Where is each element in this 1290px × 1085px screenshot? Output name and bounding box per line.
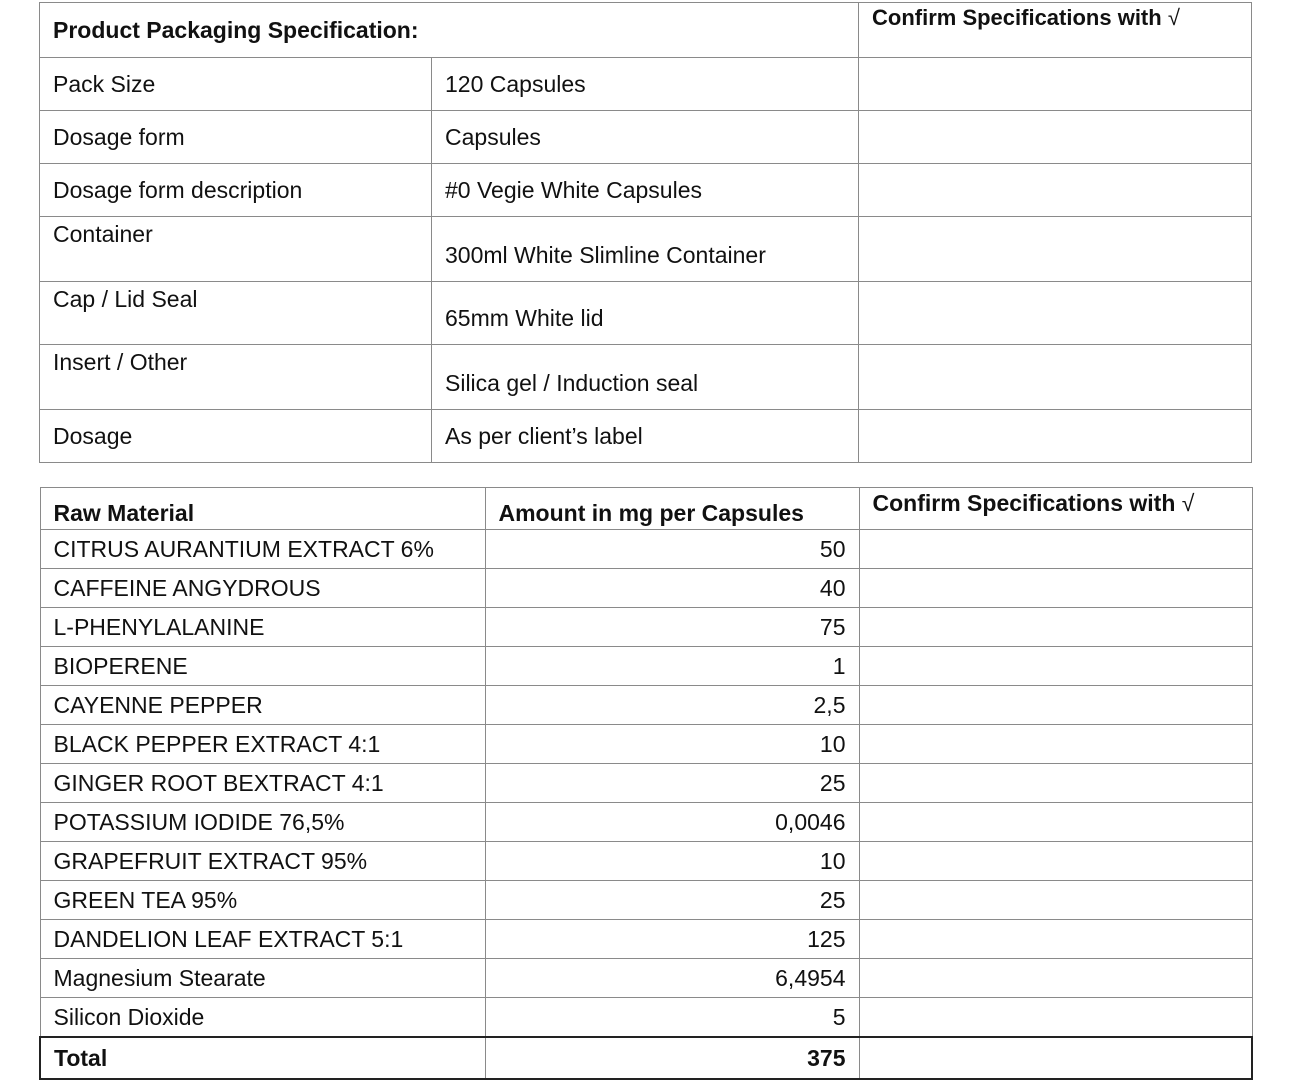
confirm-cell[interactable] xyxy=(859,217,1252,282)
material-name: DANDELION LEAF EXTRACT 5:1 xyxy=(40,920,485,959)
spec-label: Cap / Lid Seal xyxy=(40,282,432,345)
raw-material-header-row xyxy=(40,488,1252,530)
material-amount: 5 xyxy=(485,998,859,1038)
spec-value: As per client’s label xyxy=(432,410,859,463)
table-row xyxy=(40,920,1252,959)
confirm-cell[interactable] xyxy=(859,530,1252,569)
packaging-title: Product Packaging Specification: xyxy=(40,3,859,58)
material-amount: 25 xyxy=(485,881,859,920)
material-amount: 1 xyxy=(485,647,859,686)
spec-label: Pack Size xyxy=(40,58,432,111)
material-amount: 50 xyxy=(485,530,859,569)
packaging-header-row xyxy=(40,3,1252,58)
table-row xyxy=(40,608,1252,647)
table-row xyxy=(40,111,1252,164)
total-row xyxy=(40,1037,1252,1079)
material-amount: 2,5 xyxy=(485,686,859,725)
confirm-cell[interactable] xyxy=(859,803,1252,842)
table-row xyxy=(40,686,1252,725)
spec-label: Insert / Other xyxy=(40,345,432,410)
material-amount: 6,4954 xyxy=(485,959,859,998)
confirm-cell[interactable] xyxy=(859,164,1252,217)
raw-material-header: Raw Material xyxy=(40,488,485,530)
confirm-cell[interactable] xyxy=(859,842,1252,881)
material-name: CAFFEINE ANGYDROUS xyxy=(40,569,485,608)
material-amount: 10 xyxy=(485,725,859,764)
spec-value: 120 Capsules xyxy=(432,58,859,111)
spec-label: Container xyxy=(40,217,432,282)
table-row xyxy=(40,282,1252,345)
material-amount: 75 xyxy=(485,608,859,647)
confirm-cell[interactable] xyxy=(859,725,1252,764)
table-row xyxy=(40,345,1252,410)
spec-value: Capsules xyxy=(432,111,859,164)
table-row xyxy=(40,217,1252,282)
check-mark-icon: √ xyxy=(1167,5,1180,30)
table-row xyxy=(40,842,1252,881)
confirm-cell[interactable] xyxy=(859,686,1252,725)
table-row xyxy=(40,803,1252,842)
total-amount: 375 xyxy=(485,1037,859,1079)
table-row xyxy=(40,959,1252,998)
raw-confirm-label: Confirm Specifications with xyxy=(872,490,1176,516)
confirm-cell[interactable] xyxy=(859,647,1252,686)
material-name: Silicon Dioxide xyxy=(40,998,485,1038)
confirm-cell[interactable] xyxy=(859,998,1252,1038)
table-row xyxy=(40,410,1252,463)
material-amount: 40 xyxy=(485,569,859,608)
spec-value: Silica gel / Induction seal xyxy=(432,345,859,410)
confirm-cell[interactable] xyxy=(859,569,1252,608)
packaging-spec-table xyxy=(39,2,1252,463)
raw-confirm-header xyxy=(859,488,1252,530)
material-name: CITRUS AURANTIUM EXTRACT 6% xyxy=(40,530,485,569)
total-label: Total xyxy=(40,1037,485,1079)
material-amount: 25 xyxy=(485,764,859,803)
material-name: L-PHENYLALANINE xyxy=(40,608,485,647)
amount-header: Amount in mg per Capsules xyxy=(485,488,859,530)
material-name: GRAPEFRUIT EXTRACT 95% xyxy=(40,842,485,881)
material-name: GREEN TEA 95% xyxy=(40,881,485,920)
confirm-cell[interactable] xyxy=(859,58,1252,111)
material-name: POTASSIUM IODIDE 76,5% xyxy=(40,803,485,842)
confirm-cell[interactable] xyxy=(859,345,1252,410)
spec-value: 65mm White lid xyxy=(432,282,859,345)
spec-value: 300ml White Slimline Container xyxy=(432,217,859,282)
material-name: Magnesium Stearate xyxy=(40,959,485,998)
table-row xyxy=(40,164,1252,217)
material-amount: 10 xyxy=(485,842,859,881)
material-name: BIOPERENE xyxy=(40,647,485,686)
material-name: GINGER ROOT BEXTRACT 4:1 xyxy=(40,764,485,803)
table-row xyxy=(40,58,1252,111)
confirm-cell[interactable] xyxy=(859,920,1252,959)
table-row xyxy=(40,530,1252,569)
material-name: BLACK PEPPER EXTRACT 4:1 xyxy=(40,725,485,764)
spec-label: Dosage xyxy=(40,410,432,463)
confirm-cell[interactable] xyxy=(859,959,1252,998)
table-row xyxy=(40,998,1252,1038)
confirm-cell[interactable] xyxy=(859,282,1252,345)
confirm-cell[interactable] xyxy=(859,410,1252,463)
spec-label: Dosage form description xyxy=(40,164,432,217)
confirm-cell[interactable] xyxy=(859,1037,1252,1079)
material-amount: 0,0046 xyxy=(485,803,859,842)
material-name: CAYENNE PEPPER xyxy=(40,686,485,725)
packaging-confirm-label: Confirm Specifications with xyxy=(872,5,1162,30)
confirm-cell[interactable] xyxy=(859,608,1252,647)
table-row xyxy=(40,881,1252,920)
table-row xyxy=(40,647,1252,686)
material-amount: 125 xyxy=(485,920,859,959)
table-row xyxy=(40,764,1252,803)
confirm-cell[interactable] xyxy=(859,111,1252,164)
spec-label: Dosage form xyxy=(40,111,432,164)
spec-value: #0 Vegie White Capsules xyxy=(432,164,859,217)
packaging-confirm-header xyxy=(859,3,1252,58)
confirm-cell[interactable] xyxy=(859,764,1252,803)
table-row xyxy=(40,569,1252,608)
check-mark-icon: √ xyxy=(1181,490,1195,516)
table-row xyxy=(40,725,1252,764)
raw-material-table xyxy=(39,487,1253,1080)
confirm-cell[interactable] xyxy=(859,881,1252,920)
